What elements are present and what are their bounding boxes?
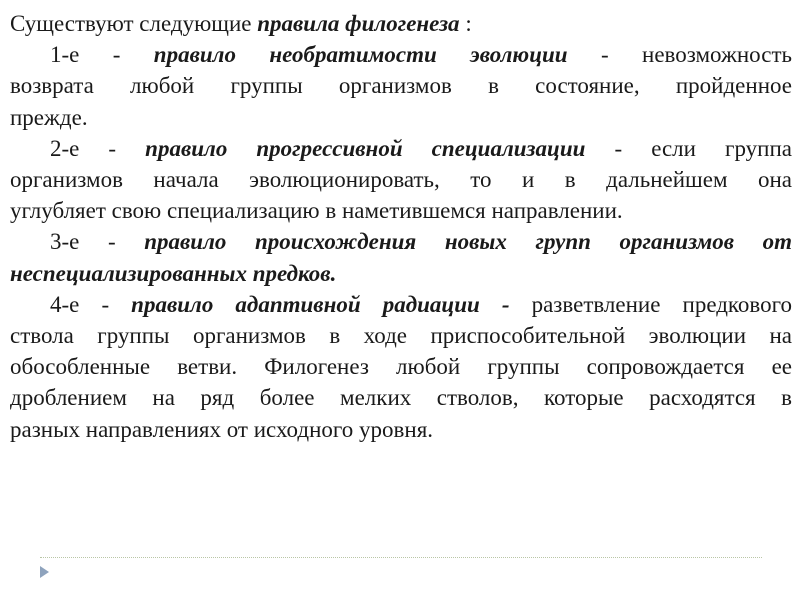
intro-line: [10, 8, 792, 39]
rule1-number: 1-е -: [50, 42, 154, 68]
intro-term: правила филогенеза: [257, 11, 460, 36]
rule1-dash: -: [567, 42, 643, 68]
rule4-line4: дроблением на ряд более мелких стволов, которые расходятся в: [10, 385, 792, 411]
slide-body: [10, 8, 792, 445]
rule4-line2: ствола группы организмов в ходе приспособительной эволюции на: [10, 323, 792, 349]
rule2-title: правило прогрессивной специализации: [145, 135, 586, 161]
intro-text: Существуют следующие: [10, 11, 258, 36]
rule1-text: невозможность: [642, 42, 792, 68]
rule2-text: если группа: [651, 135, 792, 161]
footer-divider: [40, 557, 762, 558]
rule3-title: правило происхождения новых групп организмов от: [144, 229, 793, 255]
rule4-text: разветвление предкового: [509, 291, 792, 317]
rule2-line3: углубляет свою специализацию в наметившемся направлении.: [10, 198, 623, 224]
rule2-line1: [10, 133, 792, 164]
rule4-number: 4-е -: [50, 291, 132, 317]
rule3-line1: [10, 226, 792, 257]
rule3-number: 3-е -: [50, 229, 145, 255]
intro-tail: :: [459, 11, 472, 36]
rule1-title: правило необратимости эволюции: [153, 42, 568, 68]
rule1-line2: возврата любой группы организмов в состояние, пройденное: [10, 73, 792, 99]
rule1-line1: [10, 39, 792, 70]
rule2-number: 2-е -: [50, 135, 146, 161]
triangle-right-icon[interactable]: [40, 566, 49, 578]
rule4-line5: разных направлениях от исходного уровня.: [10, 416, 434, 442]
rule4-title: правило адаптивной радиации -: [131, 291, 510, 317]
rule1-line3: прежде.: [10, 104, 88, 130]
rule4-line3: обособленные ветви. Филогенез любой группы сопровождается ее: [10, 354, 792, 380]
rule4-line1: [10, 289, 792, 320]
rule2-line2: организмов начала эволюционировать, то и в дальнейшем она: [10, 167, 792, 193]
rule3-line2: неспециализированных предков.: [10, 260, 337, 286]
rule2-dash: -: [585, 135, 652, 161]
